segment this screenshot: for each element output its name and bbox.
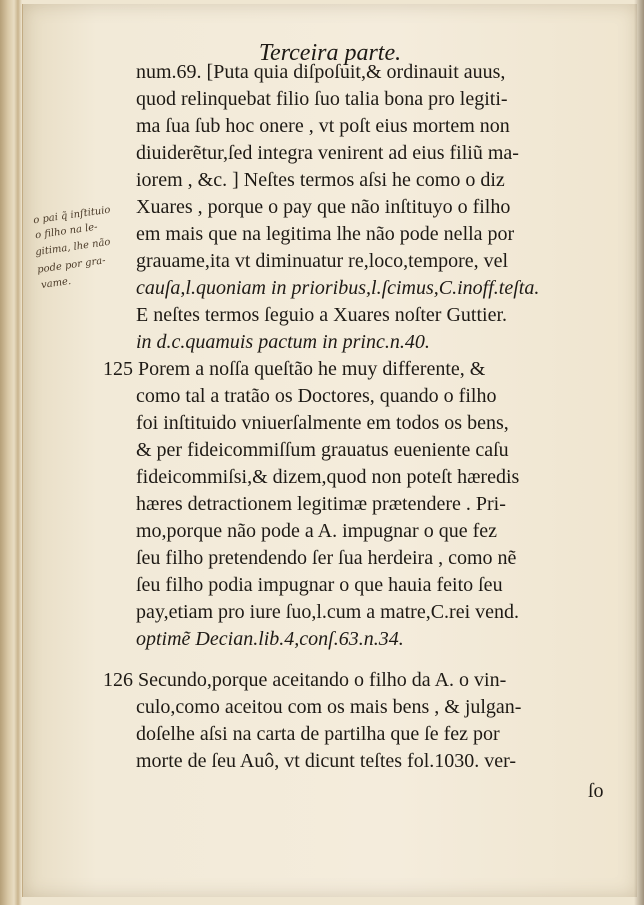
citation-line — [136, 277, 539, 299]
margin-note-line: pode por gra- — [36, 255, 107, 276]
book-page — [22, 4, 637, 897]
citation-text: in d.c.quamuis pactum in princ.n.40. — [136, 331, 430, 353]
text-line: ma ſua ſub hoc onere , vt poſt eius mortem non — [136, 115, 510, 137]
margin-note-line: o filho na le- — [34, 221, 99, 242]
margin-note-line: gitima, lhe não — [34, 236, 112, 259]
text-line: num.69. [Puta quia diſpoſuit,& ordinauit auus, — [136, 61, 506, 83]
text-line: quod relinquebat filio ſuo talia bona pro legiti- — [136, 88, 508, 110]
text-line: culo,como aceitou com os mais bens , & julgan- — [136, 696, 522, 718]
text-line: em mais que na legitima lhe não pode nella por — [136, 223, 515, 245]
citation-text: optimẽ Decian.lib.4,conſ.63.n.34. — [136, 628, 404, 650]
paragraph-line: 126 Secundo,porque aceitando o filho da A. o vin- — [103, 669, 507, 691]
text-line: como tal a tratão os Doctores, quando o filho — [136, 385, 497, 407]
text-line: E neſtes termos ſeguio a Xuares noſter Guttier. — [136, 304, 508, 326]
text-line: morte de ſeu Auô, vt dicunt teſtes fol.1030. ver- — [136, 750, 517, 772]
text-line: grauame,ita vt diminuatur re,loco,tempore, vel — [136, 250, 509, 272]
text-line: pay,etiam pro iure ſuo,l.cum a matre,C.rei vend. — [136, 601, 520, 623]
text-line: & per fideicommiſſum grauatus eueniente caſu — [136, 439, 509, 461]
text-line: fideicommiſsi,& dizem,quod non poteſt hæredis — [136, 466, 520, 488]
text-line: ſeu filho podia impugnar o que hauia feito ſeu — [136, 574, 503, 596]
margin-note-line: o pai q̃ inſtituio — [32, 204, 112, 227]
text-line: diuiderẽtur,ſed integra venirent ad eius filiũ ma- — [136, 142, 519, 164]
citation-line — [136, 331, 430, 353]
citation-line — [136, 628, 404, 650]
text-line: mo,porque não pode a A. impugnar o que fez — [136, 520, 498, 542]
page-edge-shadow — [634, 0, 644, 905]
paragraph-line: 125 Porem a noſſa queſtão he muy differente, & — [103, 358, 486, 380]
text-line: iorem , &c. ] Neſtes termos aſsi he como o diz — [136, 169, 505, 191]
catchword: ſo — [588, 780, 604, 802]
text-line: foi inſtituido vniuerſalmente em todos os bens, — [136, 412, 509, 434]
text-line: ſeu filho pretendendo ſer ſua herdeira , como nẽ — [136, 547, 517, 569]
text-line: doſelhe aſsi na carta de partilha que ſe fez por — [136, 723, 500, 745]
citation-text: cauſa,l.quoniam in prioribus,l.ſcimus,C.inoff.teſta. — [136, 277, 540, 299]
text-line: hæres detractionem legitimæ prætendere . Pri- — [136, 493, 506, 515]
text-line: Xuares , porque o pay que não inſtituyo o filho — [136, 196, 511, 218]
running-head: Terceira parte. — [258, 40, 402, 66]
margin-note-line: vame. — [40, 275, 72, 292]
